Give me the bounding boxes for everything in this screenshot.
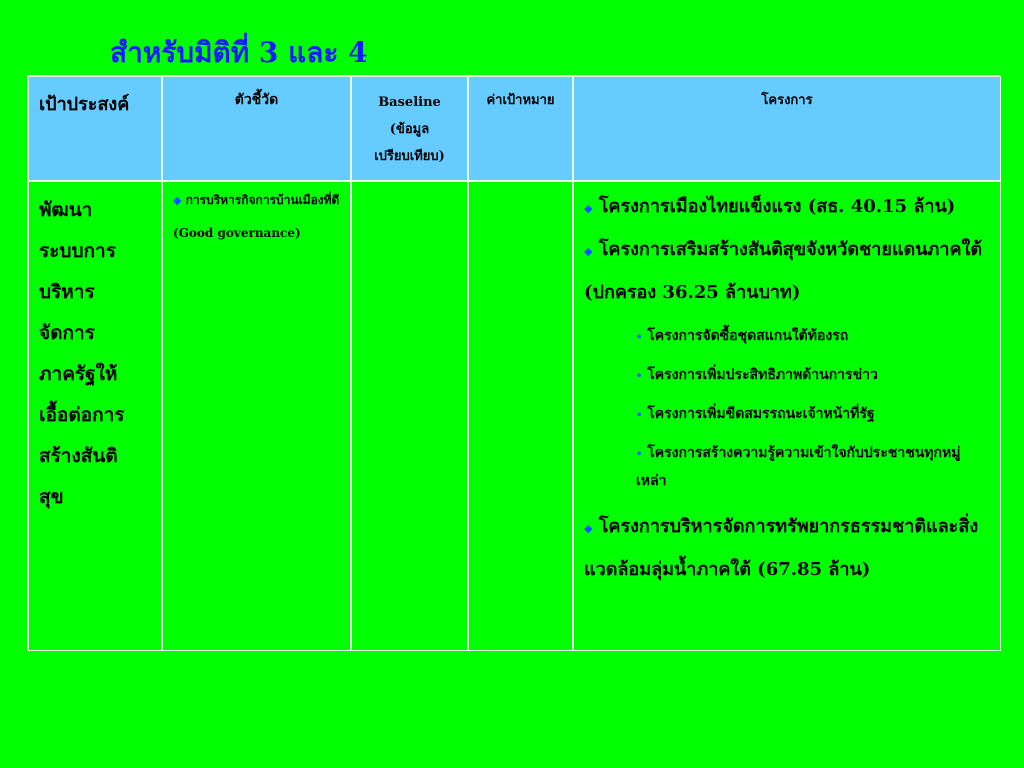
- slide-title: สำหรับมิติที่ 3 และ 4: [110, 36, 368, 69]
- diamond-bullet-icon: ◆: [584, 202, 593, 215]
- diamond-bullet-icon: ◆: [173, 194, 182, 207]
- sub-project-3-text: โครงการเพิ่มขีดสมรรถนะเจ้าหน้าที่รัฐ: [647, 406, 875, 422]
- sub-project-2: [636, 362, 990, 390]
- header-target: ค่าเป้าหมาย: [468, 76, 573, 181]
- project-item-3-text: โครงการบริหารจัดการทรัพยากรธรรมชาติและสิ่งแวดล้อมลุ่มน้ำภาคใต้ (67.85 ล้าน): [584, 516, 979, 580]
- sub-project-1-text: โครงการจัดซื้อชุดสแกนใต้ท้องรถ: [647, 328, 849, 344]
- header-baseline-line-1: Baseline: [378, 95, 441, 110]
- dot-bullet-icon: •: [636, 449, 643, 460]
- header-projects: โครงการ: [573, 76, 1001, 181]
- diamond-bullet-icon: ◆: [584, 245, 593, 258]
- goal-cell: พัฒนา ระบบการ บริหาร จัดการ ภาครัฐให้ เอื้อต่อการ สร้างสันติ สุข: [28, 181, 162, 651]
- header-baseline: [351, 76, 468, 181]
- dot-bullet-icon: •: [636, 332, 643, 343]
- project-item-1: [584, 186, 990, 229]
- target-cell: [468, 181, 573, 651]
- sub-project-1: [636, 323, 990, 351]
- project-item-1-text: โครงการเมืองไทยแข็งแรง (สธ. 40.15 ล้าน): [598, 196, 956, 217]
- indicator-cell: [162, 181, 351, 651]
- project-item-2-text: โครงการเสริมสร้างสันติสุขจังหวัดชายแดนภาคใต้ (ปกครอง 36.25 ล้านบาท): [584, 239, 983, 303]
- project-item-3: [584, 506, 990, 590]
- header-goal: เป้าประสงค์: [28, 76, 162, 181]
- sub-project-4: [636, 440, 990, 495]
- dot-bullet-icon: •: [636, 410, 643, 421]
- dot-bullet-icon: •: [636, 371, 643, 382]
- indicator-text: การบริหารกิจการบ้านเมืองที่ดี (Good governance): [173, 193, 340, 240]
- sub-project-3: [636, 401, 990, 429]
- baseline-cell: [351, 181, 468, 651]
- header-baseline-line-2: (ข้อมูล: [389, 122, 430, 137]
- objectives-table: [27, 75, 1000, 650]
- diamond-bullet-icon: ◆: [584, 522, 593, 535]
- sub-project-2-text: โครงการเพิ่มประสิทธิภาพด้านการข่าว: [647, 367, 878, 383]
- header-baseline-line-3: เปรียบเทียบ): [374, 149, 445, 164]
- sub-project-4-text: โครงการสร้างความรู้ความเข้าใจกับประชาชนทุกหมู่เหล่า: [636, 445, 961, 489]
- projects-cell: [573, 181, 1001, 651]
- project-item-2: [584, 229, 990, 313]
- header-indicator: ตัวชี้วัด: [162, 76, 351, 181]
